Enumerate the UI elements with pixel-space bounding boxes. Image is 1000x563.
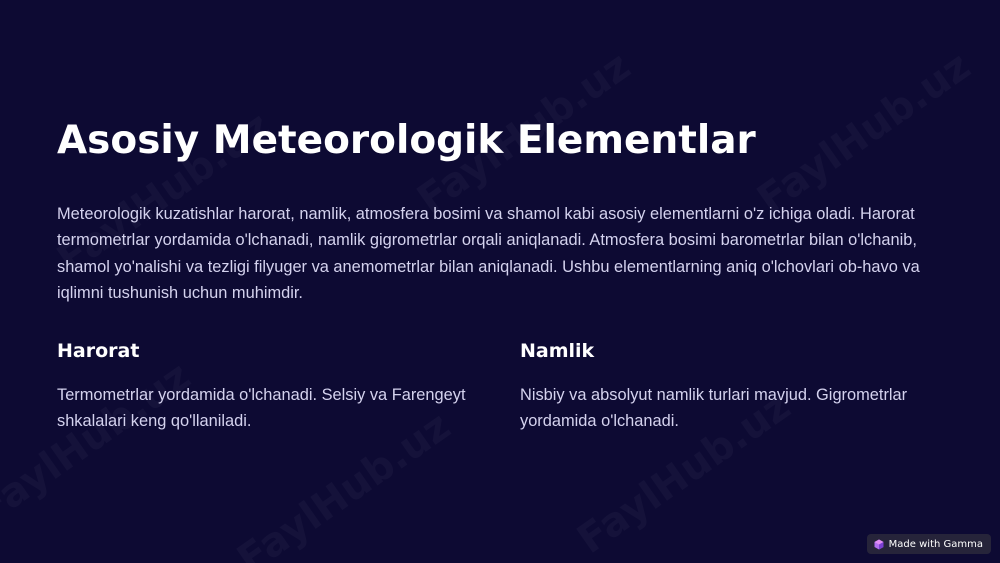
column-text: Nisbiy va absolyut namlik turlari mavjud. Gigrometrlar yordamida o'lchanadi.: [520, 386, 908, 431]
page-title: Asosiy Meteorologik Elementlar: [57, 118, 756, 163]
made-with-gamma-badge[interactable]: [867, 534, 991, 554]
column-heading: Namlik: [520, 340, 595, 362]
column-namlik: [520, 337, 960, 435]
column-harorat: [57, 337, 497, 435]
badge-label: Made with Gamma: [888, 538, 983, 550]
intro-paragraph: Meteorologik kuzatishlar harorat, namlik, atmosfera bosimi va shamol kabi asosiy elementlarni o'z ichiga oladi. Harorat termometrlar yordamida o'lchanadi, namlik gigrometrlar orqali aniqlanadi. Atmosfera bosimi barometrlar bilan o'lchanib, shamol yo'nalishi va tezligi filyuger va anemometrlar bilan aniqlanadi. Ushbu elementlarning aniq o'lchovlari ob-havo va iqlimni tushunish uchun muhimdir.: [57, 205, 920, 302]
column-text: Termometrlar yordamida o'lchanadi. Selsiy va Farengeyt shkalalari keng qo'llaniladi.: [57, 386, 466, 431]
watermark: [749, 43, 979, 223]
gamma-logo-icon: [874, 539, 884, 550]
column-heading: Harorat: [57, 340, 140, 362]
